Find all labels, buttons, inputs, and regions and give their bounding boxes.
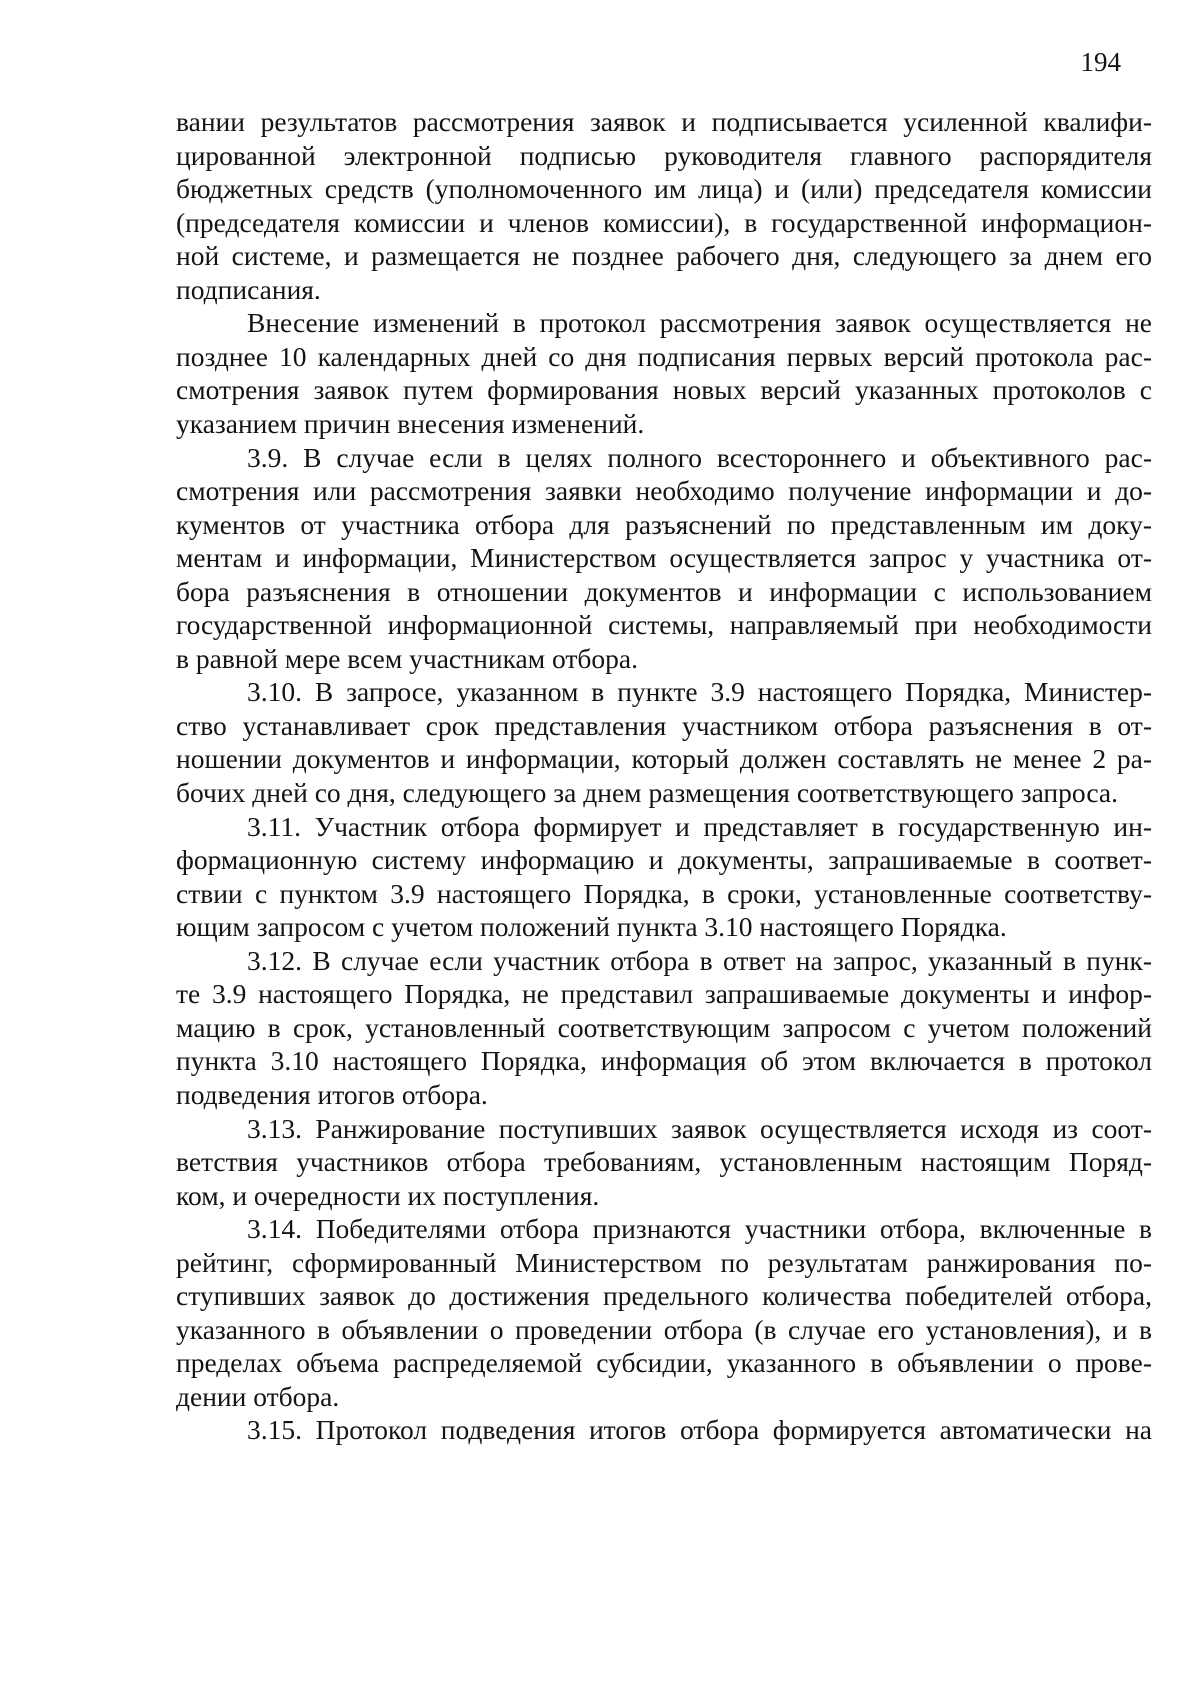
page-number: 194 bbox=[1080, 47, 1121, 77]
text-line: вании результатов рассмотрения заявок и подписывается усиленной квалифи- bbox=[176, 106, 1152, 137]
text-line: позднее 10 календарных дней со дня подписания первых версий протокола рас- bbox=[176, 340, 1152, 372]
text-line: мацию в срок, установленный соответствующим запросом с учетом положений bbox=[176, 1011, 1152, 1043]
text-line: 3.13. Ранжирование поступивших заявок осуществляется исходя из соот- bbox=[247, 1112, 1152, 1144]
text-line: рейтинг, сформированный Министерством по результатам ранжирования по- bbox=[176, 1246, 1152, 1278]
text-line: смотрения заявок путем формирования новых версий указанных протоколов с bbox=[176, 374, 1152, 406]
text-line: 3.10. В запросе, указанном в пункте 3.9 настоящего Порядка, Министер- bbox=[247, 676, 1152, 708]
text-line: ментам и информации, Министерством осуществляется запрос у участника от- bbox=[176, 542, 1152, 574]
text-line: пункта 3.10 настоящего Порядка, информация об этом включается в протокол bbox=[176, 1045, 1152, 1077]
text-line: смотрения или рассмотрения заявки необходимо получение информации и до- bbox=[176, 475, 1152, 506]
text-line: 3.9. В случае если в целях полного всестороннего и объективного рас- bbox=[247, 441, 1152, 473]
text-line: 3.14. Победителями отбора признаются участники отбора, включенные в bbox=[247, 1213, 1152, 1245]
text-line: ство устанавливает срок представления участником отбора разъяснения в от- bbox=[176, 709, 1152, 741]
text-line: цированной электронной подписью руководителя главного распорядителя bbox=[176, 139, 1152, 171]
text-line: государственной информационной системы, направляемый при необходимости bbox=[176, 609, 1152, 641]
text-line: подписания. bbox=[176, 273, 321, 305]
text-line: формационную систему информацию и документы, запрашиваемые в соответ- bbox=[176, 844, 1152, 876]
text-line: ношении документов и информации, который должен составлять не менее 2 ра- bbox=[176, 743, 1152, 775]
text-line: Внесение изменений в протокол рассмотрения заявок осуществляется не bbox=[247, 307, 1152, 339]
text-line: 3.11. Участник отбора формирует и представляет в государственную ин- bbox=[247, 810, 1152, 842]
text-line: бочих дней со дня, следующего за днем размещения соответствующего запроса. bbox=[176, 777, 1118, 808]
text-line: ветствия участников отбора требованиям, установленным настоящим Поряд- bbox=[176, 1146, 1152, 1177]
text-line: бора разъяснения в отношении документов и информации с использованием bbox=[176, 575, 1152, 607]
text-line: в равной мере всем участникам отбора. bbox=[176, 642, 638, 674]
text-line: те 3.9 настоящего Порядка, не представил запрашиваемые документы и инфор- bbox=[176, 978, 1152, 1010]
text-line: указанием причин внесения изменений. bbox=[176, 407, 645, 439]
text-line: кументов от участника отбора для разъяснений по представленным им доку- bbox=[176, 508, 1152, 540]
text-line: пределах объема распределяемой субсидии, указанного в объявлении о прове- bbox=[176, 1347, 1152, 1379]
text-line: ной системе, и размещается не позднее рабочего дня, следующего за днем его bbox=[176, 240, 1152, 272]
text-line: ющим запросом с учетом положений пункта 3.10 настоящего Порядка. bbox=[176, 911, 1007, 943]
text-line: 3.12. В случае если участник отбора в ответ на запрос, указанный в пунк- bbox=[247, 944, 1152, 976]
text-line: подведения итогов отбора. bbox=[176, 1078, 488, 1110]
text-line: (председателя комиссии и членов комиссии), в государственной информацион- bbox=[176, 206, 1152, 238]
text-line: ступивших заявок до достижения предельного количества победителей отбора, bbox=[176, 1280, 1152, 1312]
text-line: ком, и очередности их поступления. bbox=[176, 1179, 600, 1211]
text-line: ствии с пунктом 3.9 настоящего Порядка, в сроки, установленные соответству- bbox=[176, 877, 1152, 909]
text-line: дении отбора. bbox=[176, 1380, 340, 1412]
text-line: указанного в объявлении о проведении отбора (в случае его установления), и в bbox=[176, 1313, 1152, 1345]
text-line: бюджетных средств (уполномоченного им лица) и (или) председателя комиссии bbox=[176, 173, 1152, 205]
text-line: 3.15. Протокол подведения итогов отбора формируется автоматически на bbox=[247, 1414, 1152, 1446]
